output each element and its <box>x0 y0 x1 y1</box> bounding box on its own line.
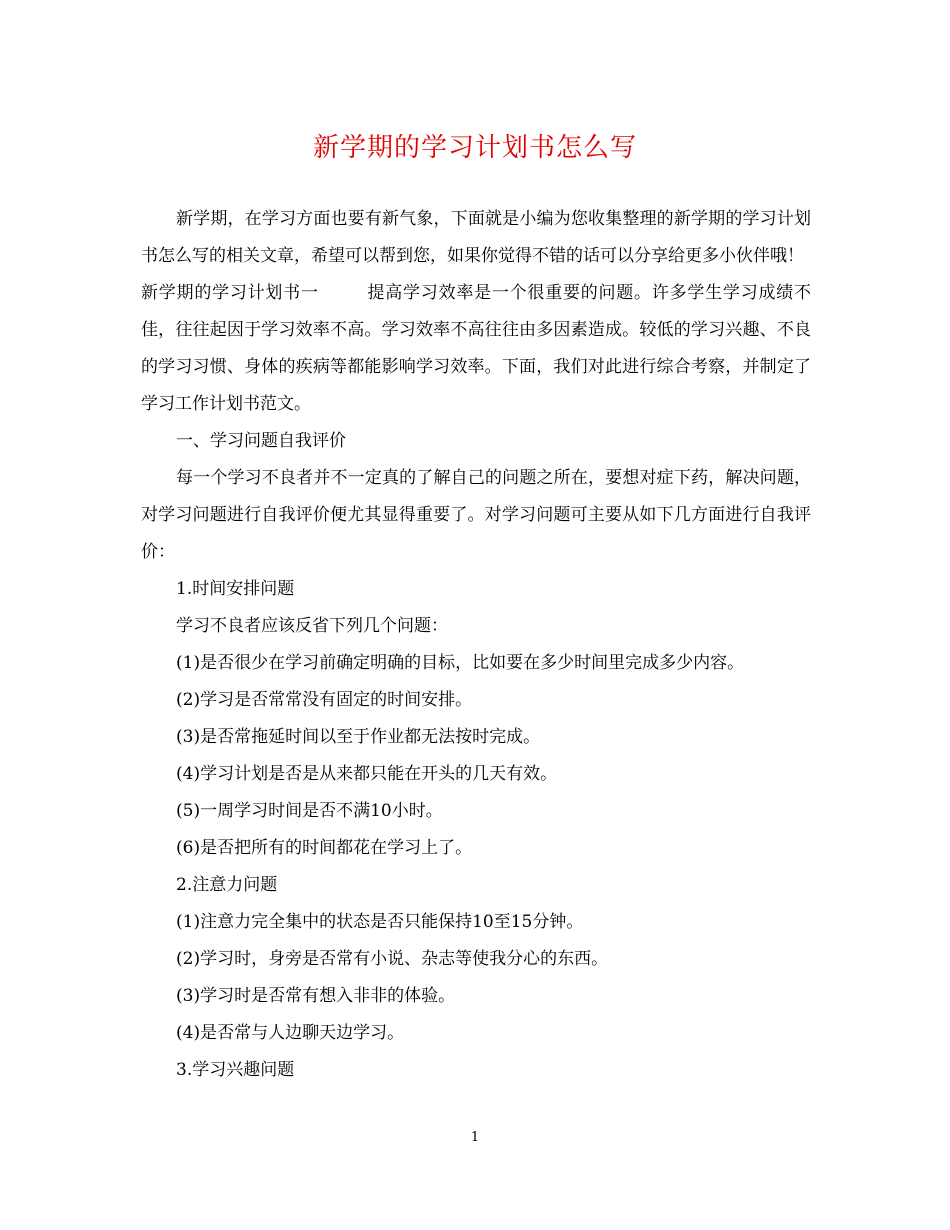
time-item-3: (3)是否常拖延时间以至于作业都无法按时完成。 <box>176 727 541 747</box>
attention-item-1: (1)注意力完全集中的状态是否只能保持10至15分钟。 <box>176 912 584 932</box>
plan-paragraph <box>141 275 811 423</box>
attention-item-3: (3)学习时是否常有想入非非的体验。 <box>176 986 456 1006</box>
page-number: 1 <box>470 1130 480 1145</box>
plan-label: 新学期的学习计划书一 <box>141 283 319 303</box>
time-item-4: (4)学习计划是否是从来都只能在开头的几天有效。 <box>176 764 558 784</box>
document-title: 新学期的学习计划书怎么写 <box>312 133 637 163</box>
plan-text: 提高学习效率是一个很重要的问题。许多学生学习成绩不佳，往往起因于学习效率不高。学习效率不高往往由多因素造成。较低的学习兴趣、不良的学习习惯、身体的疾病等都能影响学习效率。下面，我们对此进行综合考察，并制定了学习工作计划书范文。 <box>141 283 812 414</box>
time-item-5: (5)一周学习时间是否不满10小时。 <box>176 801 443 821</box>
attention-item-2: (2)学习时，身旁是否常有小说、杂志等使我分心的东西。 <box>176 949 609 969</box>
time-item-6: (6)是否把所有的时间都花在学习上了。 <box>176 838 473 858</box>
time-lead: 学习不良者应该反省下列几个问题： <box>176 616 448 636</box>
intro-paragraph: 新学期，在学习方面也要有新气象，下面就是小编为您收集整理的新学期的学习计划书怎么写的相关文章，希望可以帮到您，如果你觉得不错的话可以分享给更多小伙伴哦！ <box>141 209 811 266</box>
time-item-1: (1)是否很少在学习前确定明确的目标，比如要在多少时间里完成多少内容。 <box>176 653 745 673</box>
attention-heading: 2.注意力问题 <box>176 875 278 895</box>
time-heading: 1.时间安排问题 <box>176 579 295 599</box>
section1-heading: 一、学习问题自我评价 <box>176 431 346 451</box>
interest-heading: 3.学习兴趣问题 <box>176 1060 295 1080</box>
attention-item-4: (4)是否常与人边聊天边学习。 <box>176 1023 405 1043</box>
time-item-2: (2)学习是否常常没有固定的时间安排。 <box>176 690 473 710</box>
document-body <box>141 201 811 1089</box>
section1-paragraph: 每一个学习不良者并不一定真的了解自己的问题之所在，要想对症下药，解决问题，对学习问题进行自我评价便尤其显得重要了。对学习问题可主要从如下几方面进行自我评价： <box>141 468 811 562</box>
